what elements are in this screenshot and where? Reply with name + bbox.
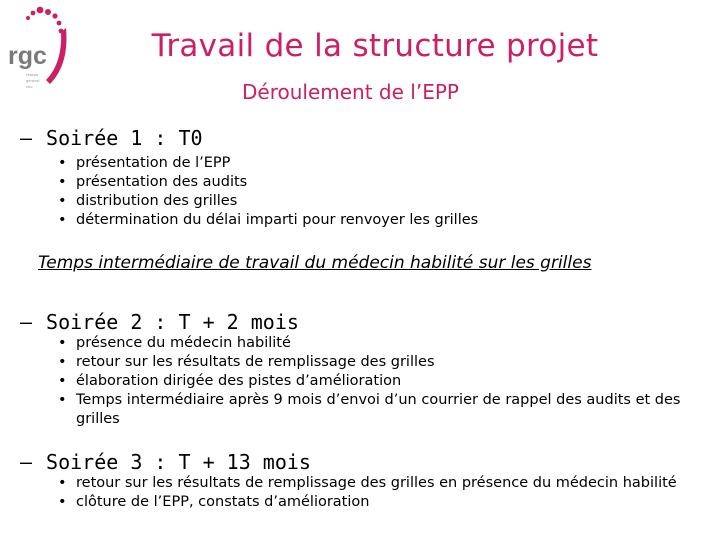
list-item: • présentation de l’EPP bbox=[58, 154, 478, 173]
evening-3-heading bbox=[20, 450, 311, 474]
svg-text:chu: chu bbox=[26, 84, 33, 89]
list-item: • distribution des grilles bbox=[58, 192, 478, 211]
dash-marker: – bbox=[20, 310, 33, 334]
list-item: • présentation des audits bbox=[58, 173, 478, 192]
list-item: • présence du médecin habilité bbox=[58, 334, 696, 353]
evening-2-list bbox=[58, 334, 696, 429]
list-item: • élaboration dirigée des pistes d’amélioration bbox=[58, 372, 696, 391]
evening-2-label: Soirée 2 : T + 2 mois bbox=[46, 310, 299, 334]
list-item: • retour sur les résultats de remplissage des grilles en présence du médecin habilité bbox=[58, 474, 677, 493]
page-title: Travail de la structure projet bbox=[151, 28, 599, 64]
svg-text:général: général bbox=[26, 78, 40, 83]
svg-text:réseau: réseau bbox=[26, 72, 39, 77]
list-item: • Temps intermédiaire après 9 mois d’envoi d’un courrier de rappel des audits et des grilles bbox=[58, 391, 696, 429]
list-item: • clôture de l’EPP, constats d’amélioration bbox=[58, 493, 677, 512]
page-subtitle: Déroulement de l’EPP bbox=[242, 80, 459, 104]
evening-3-label: Soirée 3 : T + 13 mois bbox=[46, 450, 311, 474]
interim-note: Temps intermédiaire de travail du médecin habilité sur les grilles bbox=[38, 253, 592, 273]
evening-2-heading bbox=[20, 310, 299, 334]
list-item: • retour sur les résultats de remplissage des grilles bbox=[58, 353, 696, 372]
evening-1-list bbox=[58, 154, 478, 230]
list-item: • détermination du délai imparti pour renvoyer les grilles bbox=[58, 211, 478, 230]
svg-text:rgc: rgc bbox=[8, 42, 47, 70]
evening-3-list bbox=[58, 474, 677, 512]
dash-marker: – bbox=[20, 450, 33, 474]
evening-1-heading bbox=[20, 126, 203, 150]
dash-marker: – bbox=[20, 126, 33, 150]
evening-1-label: Soirée 1 : T0 bbox=[46, 126, 203, 150]
